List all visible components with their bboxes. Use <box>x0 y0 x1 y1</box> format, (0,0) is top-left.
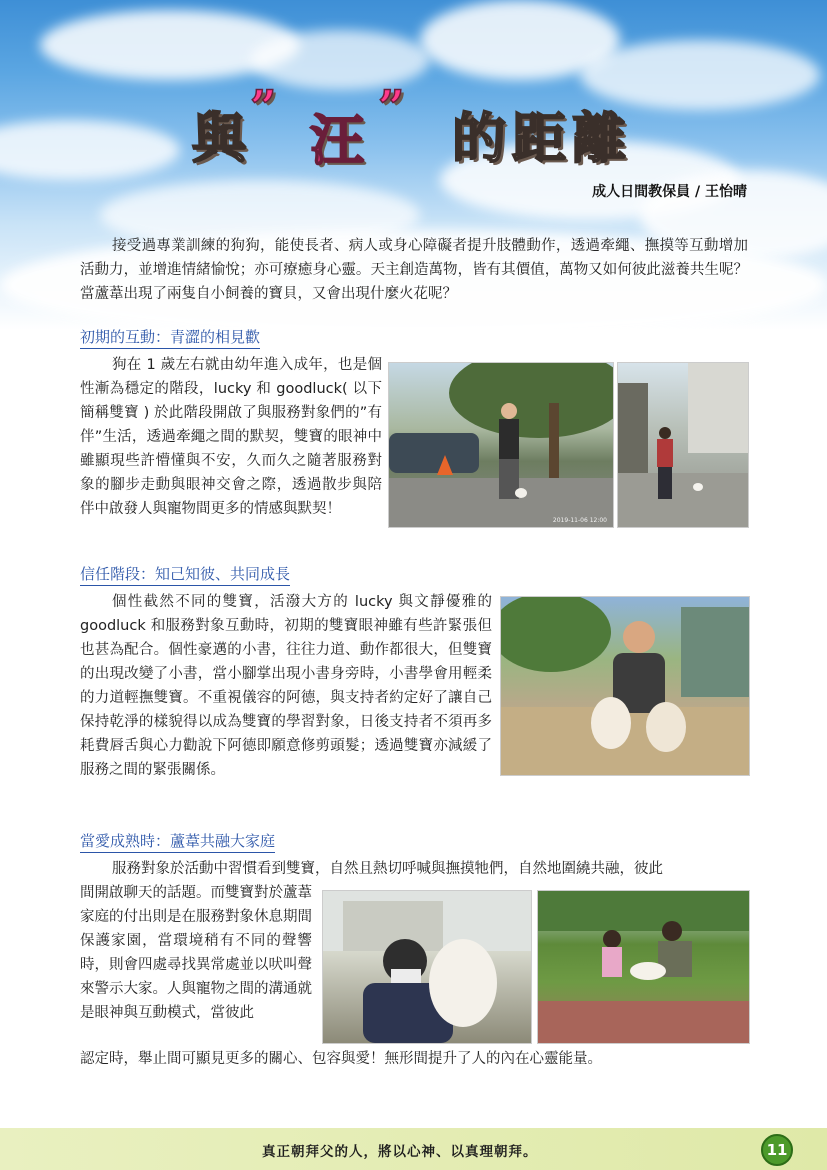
section-heading-3: 當愛成熟時：蘆葦共融大家庭 <box>80 830 275 853</box>
title-part1: 與 <box>192 106 246 170</box>
photo-masked-man-hugging-dog <box>322 890 532 1044</box>
section-heading-1: 初期的互動：青澀的相見歡 <box>80 326 260 349</box>
photo-back-view-walk <box>617 362 749 528</box>
section-3-text-full: 服務對象於活動中習慣看到雙寶，自然且熱切呼喊與撫摸牠們，自然地圍繞共融，彼此 <box>112 861 663 877</box>
photo-walking-dog <box>388 362 614 528</box>
section-1-text: 狗在 1 歲左右就由幼年進入成年，也是個性漸為穩定的階段，lucky 和 goodluck( 以下簡稱雙寶 ) 於此階段開啟了與服務對象們的”有伴”生活，透過牽繩之間的默契，雙寶的眼神中雖顯現些許懵懂與不安，久而久之隨著服務對象的腳步走動與眼神交會之際，透過散步與陪伴中啟發人與寵物間更多的情感與默契！ <box>80 357 382 517</box>
title-part2: 汪 <box>310 108 364 172</box>
author: 成人日間教保員 / 王怡晴 <box>592 184 747 200</box>
photo-man-with-dogs <box>500 596 750 776</box>
intro-paragraph: 接受過專業訓練的狗狗，能使長者、病人或身心障礙者提升肢體動作，透過牽繩、撫摸等互動增加活動力，並增進情緒愉悅；亦可療癒身心靈。天主創造萬物，皆有其價值，萬物又如何彼此滋養共生呢？當蘆葦出現了兩隻自小飼養的寶貝，又會出現什麼火花呢？ <box>80 238 748 302</box>
photo-walking-dog-art <box>389 363 613 527</box>
section-heading-2: 信任階段：知己知彼、共同成長 <box>80 563 290 586</box>
title-part3: 的距離 <box>452 106 632 170</box>
page-number: 11 <box>761 1134 793 1166</box>
footer-motto: 真正朝拜父的人，將以心神、以真理朝拜。 <box>262 1144 538 1160</box>
photo-masked-man-art <box>323 891 531 1043</box>
section-3-text-narrow: 間開啟聊天的話題。而雙寶對於蘆葦家庭的付出則是在服務對象休息期間保護家園，當環境稍有不同的聲響時，則會四處尋找異常處並以吠叫聲來警示大家。人與寵物之間的溝通就是眼神與互動模式，當彼此 <box>80 885 312 1021</box>
photo-date-stamp: 2019-11-06 12:00 <box>552 517 607 524</box>
photo-man-with-dogs-art <box>501 597 749 775</box>
title-quote-open: ” <box>250 80 277 134</box>
photo-group-with-dog <box>537 890 750 1044</box>
page-title <box>180 80 660 172</box>
title-quote-close: ” <box>378 80 405 134</box>
photo-group-art <box>538 891 749 1043</box>
section-3-text-end: 認定時，舉止間可顯見更多的關心、包容與愛！無形間提升了人的內在心靈能量。 <box>80 1051 602 1067</box>
section-2-text: 個性截然不同的雙寶，活潑大方的 lucky 與文靜優雅的 goodluck 和服務對象互動時，初期的雙寶眼神雖有些許緊張但也甚為配合。個性豪邁的小書，往往力道、動作都很大，但雙寶的出現改變了小書，當小腳掌出現小書身旁時，小書學會用輕柔的力道輕撫雙寶。不重視儀容的阿德，與支持者約定好了讓自己保持乾淨的樣貌得以成為雙寶的學習對象，日後支持者不須再多耗費唇舌與心力勸說下阿德即願意修剪頭髮；透過雙寶亦減緩了服務之間的緊張關係。 <box>80 594 492 778</box>
photo-back-view-art <box>618 363 748 527</box>
footer-band <box>0 1128 827 1170</box>
